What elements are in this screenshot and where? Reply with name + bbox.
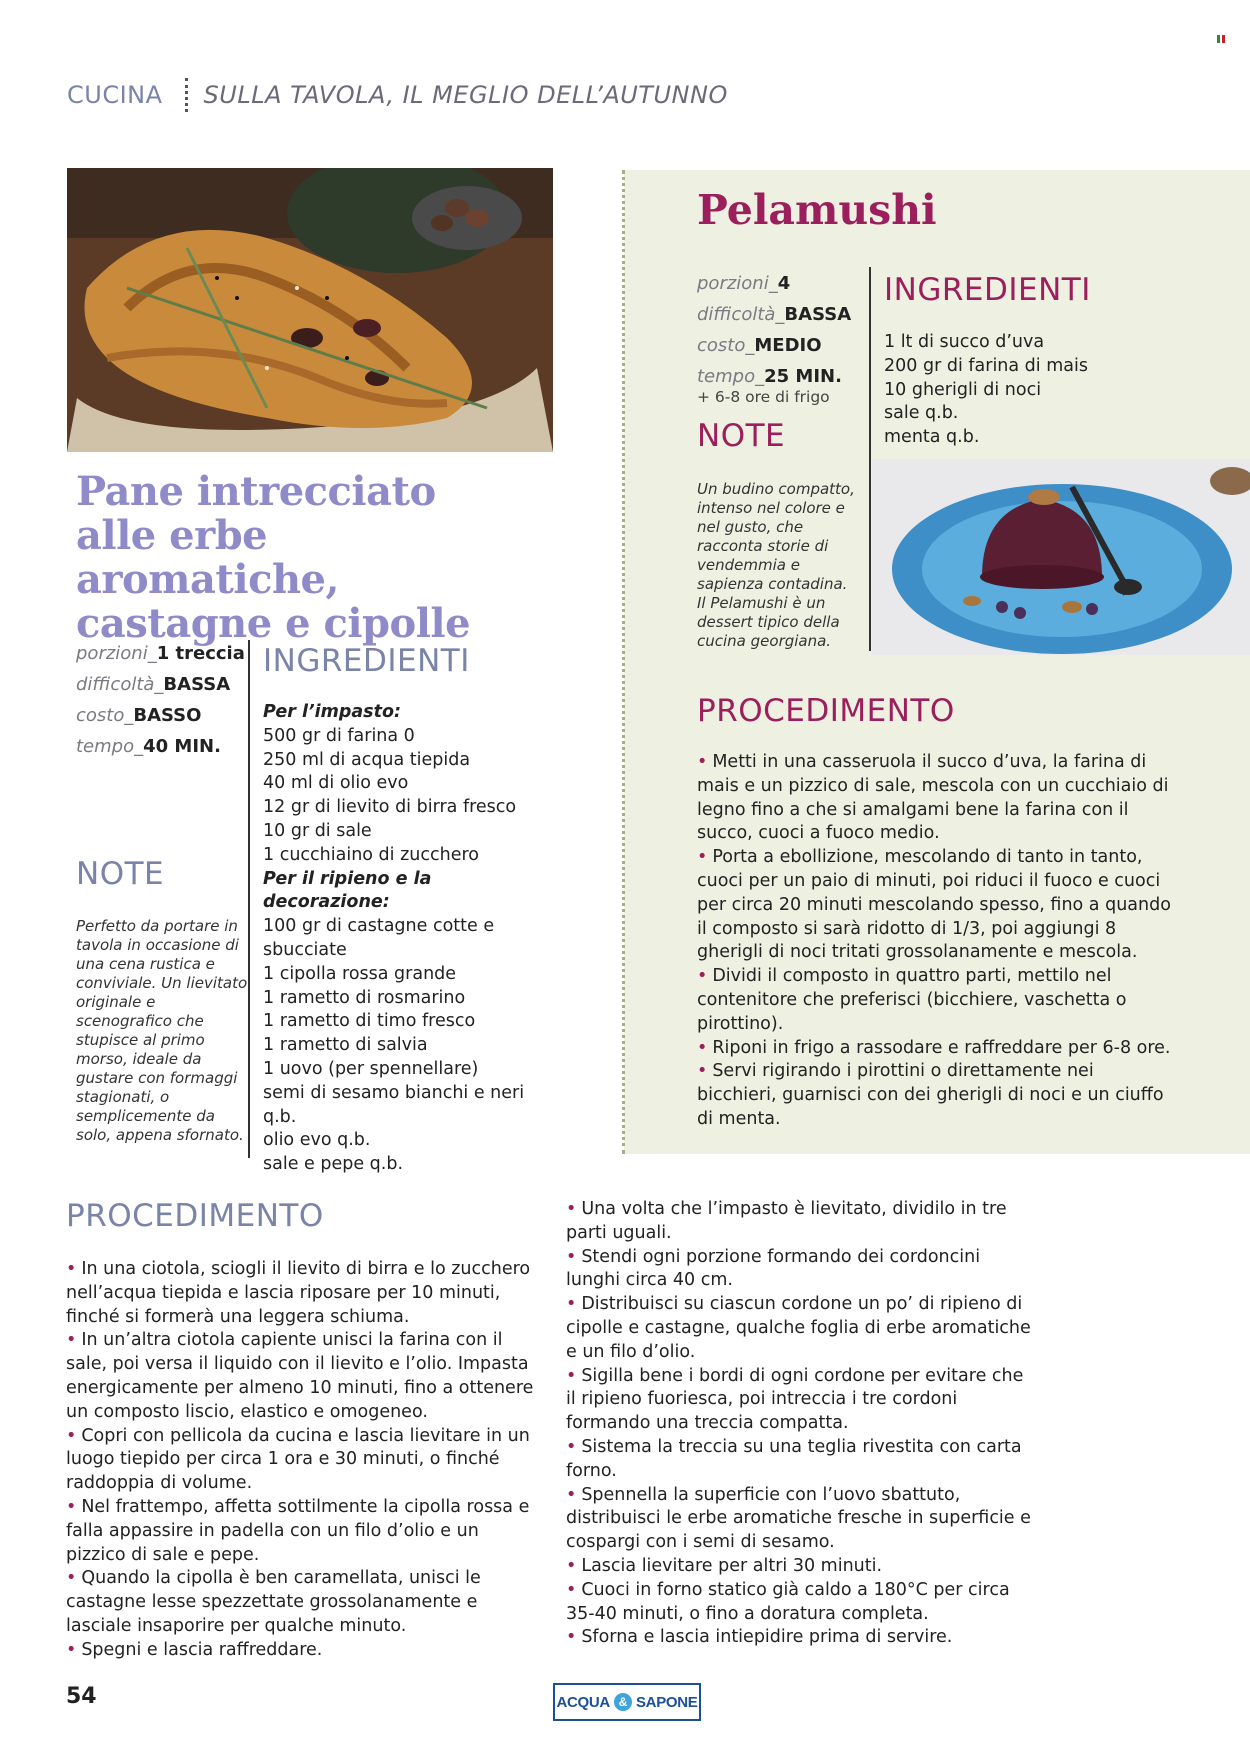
bullet-icon: • xyxy=(697,1061,708,1082)
meta-cost: costo_BASSO xyxy=(76,705,202,726)
ingredient-item: menta q.b. xyxy=(884,427,980,448)
ingredient-item: 10 gherigli di noci xyxy=(884,379,1042,400)
ingredient-item: 1 lt di succo d’uva xyxy=(884,332,1045,352)
recipe2-note-heading: NOTE xyxy=(697,418,786,454)
bullet-icon: • xyxy=(66,1568,77,1589)
recipe2-steps-list xyxy=(697,751,1177,1132)
procedure-step xyxy=(697,846,1177,965)
bullet-icon: • xyxy=(566,1627,577,1648)
step-text: Sistema la treccia su una teglia rivestita con carta forno. xyxy=(566,1436,1022,1481)
procedure-step xyxy=(566,1626,1036,1650)
bullet-icon: • xyxy=(66,1425,77,1446)
procedure-step xyxy=(697,965,1177,1036)
bullet-icon: • xyxy=(566,1436,577,1457)
procedure-step xyxy=(566,1579,1036,1627)
recipe2-column-divider xyxy=(869,267,871,651)
recipe1-ingredients-heading: INGREDIENTI xyxy=(263,643,470,679)
header-title: SULLA TAVOLA, IL MEGLIO DELL’AUTUNNO xyxy=(203,81,728,109)
meta-time-extra: + 6-8 ore di frigo xyxy=(697,388,830,406)
ingredient-item: 1 cipolla rossa grande xyxy=(263,963,457,984)
ingredient-item: 500 gr di farina 0 xyxy=(263,725,415,746)
step-text: Nel frattempo, affetta sottilmente la cipolla rossa e falla appassire in padella con un filo d’olio e un pizzico di sale e pepe. xyxy=(66,1496,530,1565)
procedure-step xyxy=(566,1436,1036,1484)
recipe1-note-text: Perfetto da portare in tavola in occasione di una cena rustica e conviviale. Un lievitato originale e scenografico che stupisce al primo morso, ideale da gustare con formaggi stagionati, o semplicemente da solo, appena sfornato. xyxy=(76,917,248,1144)
step-text: Copri con pellicola da cucina e lascia lievitare in un luogo tiepido per circa 1 ora e 30 minuti, o finché raddoppia di volume. xyxy=(66,1425,530,1494)
recipe2-ingredients-heading: INGREDIENTI xyxy=(884,272,1091,308)
step-text: Spennella la superficie con l’uovo sbattuto, distribuisci le erbe aromatiche fresche in superficie e cospargi con i semi di sesamo. xyxy=(566,1484,1031,1553)
ingredient-item: sale q.b. xyxy=(884,403,959,424)
step-text: Metti in una casseruola il succo d’uva, la farina di mais e un pizzico di sale, mescola con un cucchiaio di legno fino a che si amalgami bene la farina con il succo, cuoci a fuoco medio. xyxy=(697,752,1169,844)
meta-portions: porzioni_1 treccia xyxy=(76,643,245,664)
header-divider xyxy=(185,78,188,112)
flag-icon xyxy=(1217,35,1225,43)
ingredient-item: olio evo q.b. xyxy=(263,1130,371,1151)
meta-difficulty: difficoltà_BASSA xyxy=(76,674,231,695)
ingredient-item: semi di sesamo bianchi e neri q.b. xyxy=(263,1082,525,1127)
procedure-step xyxy=(566,1555,1036,1579)
procedure-step xyxy=(697,1037,1177,1061)
procedure-step xyxy=(566,1293,1036,1364)
bullet-icon: • xyxy=(697,966,708,987)
meta-cost: costo_MEDIO xyxy=(697,335,822,356)
ingredient-item: 1 uovo (per spennellare) xyxy=(263,1058,479,1079)
panel-dotted-divider xyxy=(622,170,625,1154)
ingredient-item: 12 gr di lievito di birra fresco xyxy=(263,797,517,818)
step-text: Cuoci in forno statico già caldo a 180°C per circa 35-40 minuti, o fino a doratura completa. xyxy=(566,1579,1010,1624)
ingredient-item: 1 cucchiaino di zucchero xyxy=(263,844,479,865)
procedure-step xyxy=(697,751,1177,846)
recipe1-ingredients-list xyxy=(263,701,533,1177)
step-text: Porta a ebollizione, mescolando di tanto in tanto, cuoci per un paio di minuti, poi riduci il fuoco e cuoci per circa 20 minuti mescolando spesso, fino a quando il composto si sarà ridotto di 1/3, poi aggiungi 8 gherigli di noci tritati grossolanamente e mescola. xyxy=(697,847,1171,963)
recipe2-title: Pelamushi xyxy=(697,186,937,234)
bullet-icon: • xyxy=(566,1365,577,1386)
bread-photo xyxy=(67,168,553,452)
bullet-icon: • xyxy=(697,1037,708,1058)
logo-text-right: SAPONE xyxy=(635,1693,698,1711)
step-text: In una ciotola, sciogli il lievito di birra e lo zucchero nell’acqua tiepida e lascia riposare per 10 minuti, finché si formerà una leggera schiuma. xyxy=(66,1259,531,1327)
bullet-icon: • xyxy=(697,847,708,868)
pelamushi-photo xyxy=(872,459,1250,655)
ingredient-item: 200 gr di farina di mais xyxy=(884,355,1088,376)
step-text: Lascia lievitare per altri 30 minuti. xyxy=(581,1555,883,1576)
bullet-icon: • xyxy=(697,752,708,772)
recipe1-steps-col2 xyxy=(566,1198,1036,1650)
step-text: Servi rigirando i pirottini o direttamente nei bicchieri, guarnisci con dei gherigli di noci e un ciuffo di menta. xyxy=(697,1061,1164,1129)
step-text: Sigilla bene i bordi di ogni cordone per evitare che il ripieno fuoriesca, poi intreccia i tre cordoni formando una treccia compatta. xyxy=(566,1365,1024,1434)
recipe1-meta xyxy=(76,638,246,762)
step-text: Riponi in frigo a rassodare e raffreddare per 6-8 ore. xyxy=(712,1037,1171,1058)
procedure-step xyxy=(697,1060,1177,1131)
bullet-icon: • xyxy=(566,1246,577,1267)
page-header xyxy=(67,78,728,112)
recipe1-note-heading: NOTE xyxy=(76,856,165,892)
procedure-step xyxy=(66,1329,536,1424)
bullet-icon: • xyxy=(566,1579,577,1600)
procedure-step xyxy=(566,1198,1036,1246)
meta-time: tempo_40 MIN. xyxy=(76,736,221,757)
procedure-step xyxy=(566,1246,1036,1294)
step-text: Una volta che l’impasto è lievitato, dividilo in tre parti uguali. xyxy=(566,1199,1007,1243)
step-text: Stendi ogni porzione formando dei cordoncini lunghi circa 40 cm. xyxy=(566,1246,981,1291)
page-number: 54 xyxy=(66,1684,97,1709)
bullet-icon: • xyxy=(66,1330,77,1351)
step-text: Distribuisci su ciascun cordone un po’ di ripieno di cipolle e castagne, qualche foglia di erbe aromatiche e un filo d’olio. xyxy=(566,1294,1031,1362)
logo-text-left: ACQUA xyxy=(556,1693,610,1711)
recipe2-note-text: Un budino compatto, intenso nel colore e nel gusto, che racconta storie di vendemmia e sapienza contadina. Il Pelamushi è un dessert tipico della cucina georgiana. xyxy=(697,480,855,650)
recipe1-procedure-heading: PROCEDIMENTO xyxy=(66,1198,324,1234)
procedure-step xyxy=(66,1258,536,1329)
ingredient-item: 100 gr di castagne cotte e sbucciate xyxy=(263,916,495,960)
meta-difficulty: difficoltà_BASSA xyxy=(697,304,852,325)
recipe2-meta xyxy=(697,268,867,406)
procedure-step xyxy=(66,1567,536,1638)
recipe1-column-divider xyxy=(248,640,250,1158)
bullet-icon: • xyxy=(566,1294,577,1315)
ingredient-item: 40 ml di olio evo xyxy=(263,773,409,794)
ingredient-item: sale e pepe q.b. xyxy=(263,1154,404,1175)
recipe1-title: Pane intrecciato alle erbe aromatiche, castagne e cipolle xyxy=(76,468,471,647)
step-text: Spegni e lascia raffreddare. xyxy=(81,1639,323,1660)
recipe2-ingredients-list xyxy=(884,331,1164,450)
procedure-step xyxy=(566,1365,1036,1436)
bullet-icon: • xyxy=(566,1199,577,1219)
ingredient-subheading: Per l’impasto: xyxy=(263,702,401,722)
ingredient-subheading: Per il ripieno e la decorazione: xyxy=(263,868,432,913)
ingredient-item: 1 rametto di salvia xyxy=(263,1035,428,1056)
ingredient-item: 1 rametto di rosmarino xyxy=(263,987,466,1008)
bullet-icon: • xyxy=(566,1484,577,1505)
step-text: In un’altra ciotola capiente unisci la farina con il sale, poi versa il liquido con il lievito e l’olio. Impasta energicamente per almeno 10 minuti, fino a ottenere un composto liscio, elastico e omogeneo. xyxy=(66,1330,534,1422)
ingredient-item: 1 rametto di timo fresco xyxy=(263,1011,476,1032)
procedure-step xyxy=(66,1496,536,1567)
procedure-step xyxy=(566,1484,1036,1555)
procedure-step xyxy=(66,1639,536,1663)
step-text: Dividi il composto in quattro parti, mettilo nel contenitore che preferisci (bicchiere, vaschetta o pirottino). xyxy=(697,966,1127,1034)
meta-portions: porzioni_4 xyxy=(697,273,791,294)
bullet-icon: • xyxy=(566,1555,577,1576)
section-label: CUCINA xyxy=(67,81,163,109)
ingredient-item: 10 gr di sale xyxy=(263,820,372,841)
bullet-icon: • xyxy=(66,1639,77,1660)
bullet-icon: • xyxy=(66,1496,77,1517)
procedure-step xyxy=(66,1425,536,1496)
bullet-icon: • xyxy=(66,1259,77,1279)
acqua-sapone-logo xyxy=(553,1683,701,1721)
meta-time: tempo_25 MIN. xyxy=(697,366,842,387)
recipe2-procedure-heading: PROCEDIMENTO xyxy=(697,693,955,729)
logo-ampersand: & xyxy=(614,1693,632,1711)
ingredient-item: 250 ml di acqua tiepida xyxy=(263,749,471,770)
recipe1-steps-col1 xyxy=(66,1258,536,1663)
step-text: Sforna e lascia intiepidire prima di servire. xyxy=(581,1627,953,1648)
step-text: Quando la cipolla è ben caramellata, unisci le castagne lesse spezzettate grossolanamente e lasciale insaporire per qualche minuto. xyxy=(66,1568,481,1636)
